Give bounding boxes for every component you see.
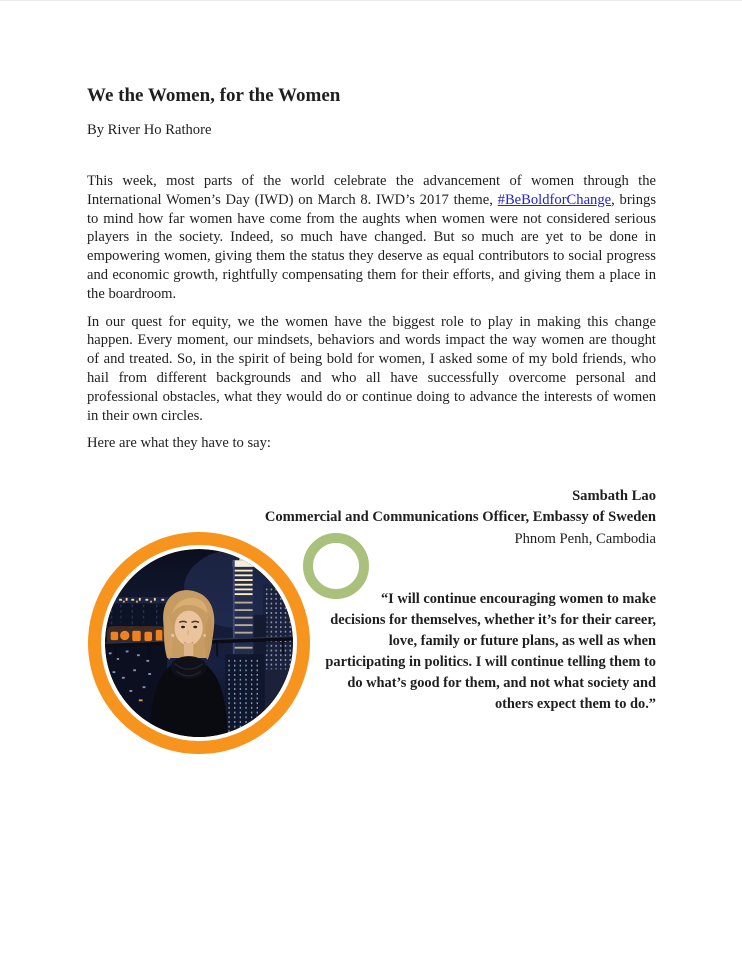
portrait-photo-illustration xyxy=(105,549,293,737)
paragraph-2: In our quest for equity, we the women have the biggest role to play in making this change happen. Every moment, our mindsets, behaviors and words impact the way women are thought of and treated. So, in the spirit of being bold for women, I asked some of my bold friends, who hail from different backgrounds and who all have successfully overcome personal and professional obstacles, what they would do or continue doing to advance the interests of women in their own circles. xyxy=(87,313,656,424)
byline: By River Ho Rathore xyxy=(87,122,212,138)
profile-role: Commercial and Communications Officer, Embassy of Sweden xyxy=(264,509,656,526)
article-body xyxy=(87,85,656,453)
profile-name: Sambath Lao xyxy=(572,488,656,504)
intro-line: Here are what they have to say: xyxy=(87,435,271,452)
paragraph-1-text-cont: , brings to mind how far women have come from the aughts when women were not considered serious players in the society. Indeed, so much have changed. But so much are yet to be done in empowering women, giving them the status they deserve as equal contributors to social progress and economic growth, rightfully compensating them for their efforts, and giving them a place in the boardroom. xyxy=(87,191,657,302)
paragraph-1-text: This week, most parts of the world celebrate the advancement of women through the International Women’s Day (IWD) on March 8. IWD’s 2017 theme, xyxy=(87,173,656,208)
profile-photo xyxy=(88,532,310,754)
paragraph-1 xyxy=(87,172,656,304)
profile-location: Phnom Penh, Cambodia xyxy=(514,530,656,547)
beboldforchange-link[interactable]: #BeBoldforChange xyxy=(497,191,612,208)
profile-header xyxy=(186,486,656,550)
article-title: We the Women, for the Women xyxy=(87,85,341,106)
profile-quote: “I will continue encouraging women to make decisions for themselves, whether it’s for their career, love, family or future plans, as well as when participating in politics. I will continue telling them to do what’s good for them, and not what society and others expect them to do.” xyxy=(325,591,656,712)
